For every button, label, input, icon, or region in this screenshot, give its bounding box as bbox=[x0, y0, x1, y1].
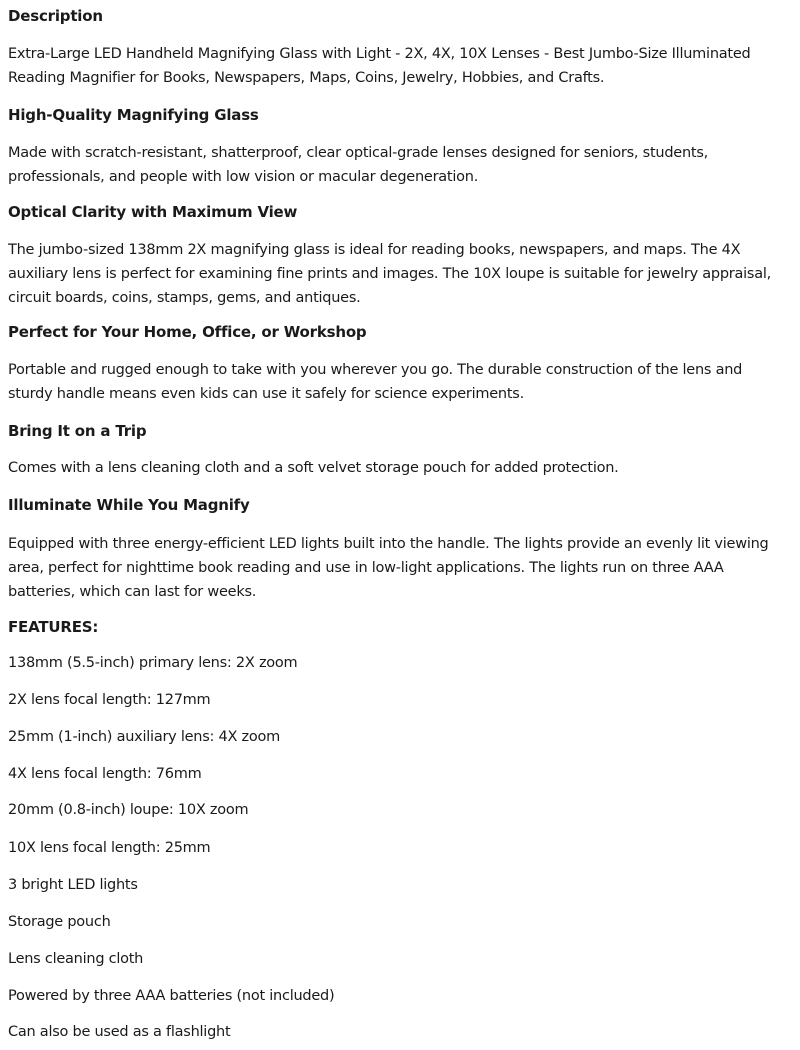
section-heading: Bring It on a Trip bbox=[8, 422, 147, 440]
features-heading: FEATURES: bbox=[8, 618, 99, 636]
description-text: Extra-Large LED Handheld Magnifying Glass with Light - 2X, 4X, 10X Lenses - Best Jumbo-Size Illuminated Reading Magnifier for Books, Newspapers, Maps, Coins, Jewelry, Hobbies, and Crafts. bbox=[8, 46, 751, 86]
section-heading: High-Quality Magnifying Glass bbox=[8, 106, 259, 124]
section-heading: Optical Clarity with Maximum View bbox=[8, 203, 298, 221]
feature-item: 20mm (0.8-inch) loupe: 10X zoom bbox=[8, 802, 249, 818]
feature-item: Powered by three AAA batteries (not included) bbox=[8, 988, 335, 1004]
section-text: The jumbo-sized 138mm 2X magnifying glass is ideal for reading books, newspapers, and maps. The 4X auxiliary lens is perfect for examining fine prints and images. The 10X loupe is suitable for jewelry appraisal, circuit boards, coins, stamps, gems, and antiques. bbox=[8, 242, 772, 306]
feature-item: 10X lens focal length: 25mm bbox=[8, 840, 211, 856]
section-heading: Illuminate While You Magnify bbox=[8, 496, 250, 514]
feature-item: Lens cleaning cloth bbox=[8, 951, 144, 967]
description-heading: Description bbox=[8, 7, 103, 25]
section-text: Portable and rugged enough to take with you wherever you go. The durable construction of the lens and sturdy handle means even kids can use it safely for science experiments. bbox=[8, 362, 743, 402]
section-text: Made with scratch-resistant, shatterproof, clear optical-grade lenses designed for seniors, students, professionals, and people with low vision or macular degeneration. bbox=[8, 145, 708, 185]
feature-item: Storage pouch bbox=[8, 914, 111, 930]
feature-item: 3 bright LED lights bbox=[8, 877, 138, 893]
feature-item: 25mm (1-inch) auxiliary lens: 4X zoom bbox=[8, 729, 281, 745]
feature-item: 2X lens focal length: 127mm bbox=[8, 692, 211, 708]
section-text: Equipped with three energy-efficient LED lights built into the handle. The lights provide an evenly lit viewing area, perfect for nighttime book reading and use in low-light applications. The lights run on three AAA batteries, which can last for weeks. bbox=[8, 536, 769, 600]
feature-item: Can also be used as a flashlight bbox=[8, 1024, 231, 1040]
section-heading: Perfect for Your Home, Office, or Workshop bbox=[8, 323, 367, 341]
section-text: Comes with a lens cleaning cloth and a soft velvet storage pouch for added protection. bbox=[8, 460, 619, 476]
feature-item: 138mm (5.5-inch) primary lens: 2X zoom bbox=[8, 655, 298, 671]
feature-item: 4X lens focal length: 76mm bbox=[8, 766, 202, 782]
